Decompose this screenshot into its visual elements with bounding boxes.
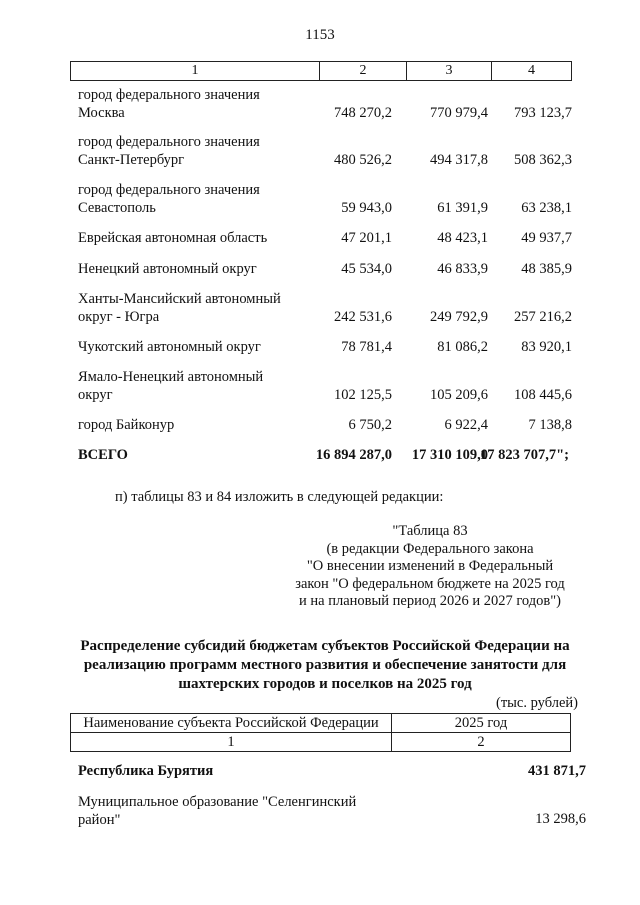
row-name-line1: Еврейская автономная область bbox=[78, 230, 268, 246]
row-name-line1: Чукотский автономный округ bbox=[78, 339, 261, 355]
row-value-col4: 108 445,6 bbox=[514, 387, 572, 403]
region-value: 431 871,7 bbox=[528, 763, 586, 779]
header-col-2: 2 bbox=[320, 62, 407, 81]
ref-line: "Таблица 83 bbox=[392, 523, 468, 539]
row-value-col3: 770 979,4 bbox=[430, 105, 488, 121]
table-reference-note bbox=[270, 523, 590, 611]
row-name-line2: округ bbox=[78, 387, 113, 403]
row-value-col4: 7 138,8 bbox=[528, 417, 572, 433]
total-col3: 17 310 109,0 bbox=[411, 447, 488, 463]
row-name-line1: Ненецкий автономный округ bbox=[78, 261, 257, 277]
row-value-col2: 78 781,4 bbox=[341, 339, 392, 355]
row-name-line2: Севастополь bbox=[78, 200, 156, 216]
row-name-line2: Санкт-Петербург bbox=[78, 152, 185, 168]
row-name-line2: округ - Югра bbox=[78, 309, 160, 325]
total-label: ВСЕГО bbox=[78, 447, 128, 463]
row-value-col3: 46 833,9 bbox=[437, 261, 488, 277]
title-line: реализацию программ местного развития и обеспечение занятости для bbox=[83, 657, 567, 673]
row-value-col3: 494 317,8 bbox=[430, 152, 488, 168]
row-value-col4: 63 238,1 bbox=[521, 200, 572, 216]
column-header-name: Наименование субъекта Российской Федерации bbox=[71, 714, 392, 733]
row-name-line1: Ханты-Мансийский автономный bbox=[78, 291, 281, 307]
ref-line: закон "О федеральном бюджете на 2025 год bbox=[295, 575, 565, 592]
municipality-name bbox=[78, 793, 356, 829]
ref-line: и на плановый период 2026 и 2027 годов") bbox=[299, 593, 561, 609]
row-value-col2: 480 526,2 bbox=[334, 152, 392, 168]
row-value-col2: 59 943,0 bbox=[341, 200, 392, 216]
municipality-line: Муниципальное образование "Селенгинский bbox=[78, 794, 357, 810]
row-value-col2: 45 534,0 bbox=[341, 261, 392, 277]
row-value-col2: 47 201,1 bbox=[341, 230, 392, 246]
header-col-1: 1 bbox=[71, 62, 320, 81]
header-col-4: 4 bbox=[492, 62, 572, 81]
row-value-col4: 793 123,7 bbox=[514, 105, 572, 121]
row-value-col4: 83 920,1 bbox=[521, 339, 572, 355]
row-value-col4: 49 937,7 bbox=[521, 230, 572, 246]
subsidy-table-header bbox=[70, 713, 571, 752]
row-value-col3: 81 086,2 bbox=[437, 339, 488, 355]
row-value-col2: 6 750,2 bbox=[348, 417, 392, 433]
ref-line: "О внесении изменений в Федеральный bbox=[306, 558, 554, 574]
column-header-year: 2025 год bbox=[392, 714, 571, 733]
row-name-line1: Ямало-Ненецкий автономный bbox=[78, 369, 264, 385]
total-col4: 17 823 707,7"; bbox=[480, 447, 570, 463]
row-name-line1: город федерального значения bbox=[78, 134, 260, 150]
region-name: Республика Бурятия bbox=[78, 763, 214, 779]
row-value-col2: 242 531,6 bbox=[334, 309, 392, 325]
row-name-line1: город федерального значения bbox=[78, 182, 260, 198]
title-line: Распределение субсидий бюджетам субъектов Российской Федерации на bbox=[80, 638, 570, 654]
row-name-line2: Москва bbox=[78, 105, 125, 121]
row-name-line1: город федерального значения bbox=[78, 87, 260, 103]
row-value-col3: 249 792,9 bbox=[430, 309, 488, 325]
row-value-col2: 102 125,5 bbox=[334, 387, 392, 403]
amendment-paragraph: п) таблицы 83 и 84 изложить в следующей редакции: bbox=[115, 489, 444, 505]
ref-line: (в редакции Федерального закона bbox=[326, 540, 534, 557]
row-value-col4: 48 385,9 bbox=[521, 261, 572, 277]
row-value-col4: 257 216,2 bbox=[514, 309, 572, 325]
row-value-col3: 6 922,4 bbox=[444, 417, 488, 433]
section-title bbox=[60, 637, 590, 694]
unit-label: (тыс. рублей) bbox=[496, 695, 578, 711]
municipality-line: район" bbox=[78, 812, 121, 828]
row-value-col3: 48 423,1 bbox=[437, 230, 488, 246]
row-value-col4: 508 362,3 bbox=[514, 152, 572, 168]
title-line: шахтерских городов и поселков на 2025 год bbox=[178, 676, 472, 692]
total-col2: 16 894 287,0 bbox=[315, 447, 392, 463]
header-col-3: 3 bbox=[407, 62, 492, 81]
column-number-header bbox=[70, 61, 572, 81]
row-name-line1: город Байконур bbox=[78, 417, 175, 433]
column-number-1: 1 bbox=[71, 733, 392, 752]
column-number-2: 2 bbox=[392, 733, 571, 752]
page-number: 1153 bbox=[305, 27, 335, 43]
row-value-col3: 105 209,6 bbox=[430, 387, 488, 403]
municipality-value: 13 298,6 bbox=[535, 811, 586, 827]
row-value-col3: 61 391,9 bbox=[437, 200, 488, 216]
row-value-col2: 748 270,2 bbox=[334, 105, 392, 121]
